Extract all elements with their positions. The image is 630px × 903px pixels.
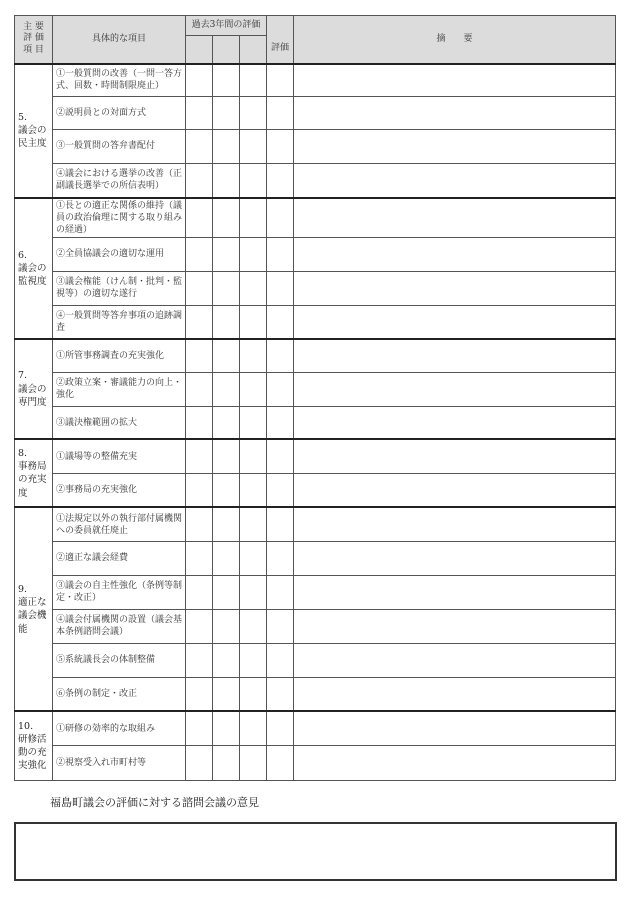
summary-cell[interactable] <box>294 339 616 372</box>
year-1-cell[interactable] <box>186 643 213 677</box>
section-item: ④議会における選挙の改善（正副議長選挙での所信表明） <box>53 164 186 198</box>
year-1-cell[interactable] <box>186 677 213 711</box>
year-3-cell[interactable] <box>240 339 267 372</box>
year-2-cell[interactable] <box>213 164 240 198</box>
summary-cell[interactable] <box>294 198 616 238</box>
year-1-cell[interactable] <box>186 507 213 541</box>
year-2-cell[interactable] <box>213 305 240 339</box>
year-1-cell[interactable] <box>186 97 213 130</box>
year-3-cell[interactable] <box>240 198 267 238</box>
rating-cell[interactable] <box>267 473 294 507</box>
year-1-cell[interactable] <box>186 164 213 198</box>
year-3-cell[interactable] <box>240 541 267 575</box>
section-category: 7. 議会の 専門度 <box>15 339 53 439</box>
year-1-cell[interactable] <box>186 237 213 271</box>
section-category: 8. 事務局 の充実 度 <box>15 439 53 507</box>
summary-cell[interactable] <box>294 130 616 164</box>
rating-cell[interactable] <box>267 339 294 372</box>
year-2-cell[interactable] <box>213 271 240 305</box>
summary-cell[interactable] <box>294 575 616 609</box>
section-item: ①所管事務調査の充実強化 <box>53 339 186 372</box>
year-3-cell[interactable] <box>240 575 267 609</box>
year-2-cell[interactable] <box>213 677 240 711</box>
rating-cell[interactable] <box>267 305 294 339</box>
rating-cell[interactable] <box>267 198 294 238</box>
summary-cell[interactable] <box>294 406 616 439</box>
year-3-cell[interactable] <box>240 64 267 97</box>
section-category: 10. 研修活 動の充 実強化 <box>15 711 53 780</box>
year-2-cell[interactable] <box>213 97 240 130</box>
year-1-cell[interactable] <box>186 271 213 305</box>
summary-cell[interactable] <box>294 372 616 406</box>
year-1-cell[interactable] <box>186 609 213 643</box>
rating-cell[interactable] <box>267 541 294 575</box>
evaluation-table <box>14 15 616 781</box>
section-item: ⑤系統議長会の体制整備 <box>53 643 186 677</box>
year-3-cell[interactable] <box>240 305 267 339</box>
header-past-three-years: 過去3年間の評価 <box>186 16 267 36</box>
year-3-cell[interactable] <box>240 677 267 711</box>
year-3-cell[interactable] <box>240 473 267 507</box>
opinion-input-box[interactable] <box>14 822 617 881</box>
header-year-1 <box>186 36 213 64</box>
rating-cell[interactable] <box>267 406 294 439</box>
year-2-cell[interactable] <box>213 406 240 439</box>
summary-cell[interactable] <box>294 164 616 198</box>
section-item: ②政策立案・審議能力の向上・強化 <box>53 372 186 406</box>
section-item: ②適正な議会経費 <box>53 541 186 575</box>
year-2-cell[interactable] <box>213 130 240 164</box>
year-3-cell[interactable] <box>240 609 267 643</box>
header-category <box>15 16 53 64</box>
section-item: ②視察受入れ市町村等 <box>53 745 186 780</box>
summary-cell[interactable] <box>294 97 616 130</box>
section-item: ③議決権範囲の拡大 <box>53 406 186 439</box>
year-2-cell[interactable] <box>213 237 240 271</box>
year-2-cell[interactable] <box>213 609 240 643</box>
year-2-cell[interactable] <box>213 473 240 507</box>
year-1-cell[interactable] <box>186 439 213 473</box>
year-1-cell[interactable] <box>186 339 213 372</box>
year-3-cell[interactable] <box>240 164 267 198</box>
section-item: ③議会の自主性強化（条例等制定・改正） <box>53 575 186 609</box>
summary-cell[interactable] <box>294 745 616 780</box>
section-item: ④一般質問等答弁事項の追跡調査 <box>53 305 186 339</box>
header-items: 具体的な項目 <box>53 16 186 64</box>
year-3-cell[interactable] <box>240 507 267 541</box>
summary-cell[interactable] <box>294 305 616 339</box>
year-2-cell[interactable] <box>213 711 240 745</box>
year-1-cell[interactable] <box>186 406 213 439</box>
year-3-cell[interactable] <box>240 643 267 677</box>
section-item: ④議会付属機関の設置（議会基本条例諮問会議） <box>53 609 186 643</box>
year-2-cell[interactable] <box>213 64 240 97</box>
rating-cell[interactable] <box>267 439 294 473</box>
section-item: ②全員協議会の適切な運用 <box>53 237 186 271</box>
summary-cell[interactable] <box>294 541 616 575</box>
year-3-cell[interactable] <box>240 97 267 130</box>
section-category: 6. 議会の 監視度 <box>15 198 53 340</box>
evaluation-body <box>15 64 616 781</box>
summary-cell[interactable] <box>294 473 616 507</box>
year-1-cell[interactable] <box>186 575 213 609</box>
year-2-cell[interactable] <box>213 575 240 609</box>
year-1-cell[interactable] <box>186 473 213 507</box>
year-3-cell[interactable] <box>240 372 267 406</box>
section-item: ①一般質問の改善（一問一答方式、回数・時間制限廃止） <box>53 64 186 97</box>
header-summary: 摘 要 <box>294 16 616 64</box>
summary-cell[interactable] <box>294 711 616 745</box>
section-item: ①議場等の整備充実 <box>53 439 186 473</box>
summary-cell[interactable] <box>294 271 616 305</box>
year-3-cell[interactable] <box>240 130 267 164</box>
section-item: ①研修の効率的な取組み <box>53 711 186 745</box>
section-item: ③議会権能（けん制・批判・監視等）の適切な遂行 <box>53 271 186 305</box>
year-2-cell[interactable] <box>213 541 240 575</box>
section-category: 9. 適正な 議会機 能 <box>15 507 53 711</box>
year-2-cell[interactable] <box>213 745 240 780</box>
year-3-cell[interactable] <box>240 237 267 271</box>
summary-cell[interactable] <box>294 439 616 473</box>
header-category-label: 主 要 評 価 項 目 <box>23 21 44 56</box>
year-3-cell[interactable] <box>240 271 267 305</box>
rating-cell[interactable] <box>267 575 294 609</box>
summary-cell[interactable] <box>294 677 616 711</box>
year-2-cell[interactable] <box>213 439 240 473</box>
year-1-cell[interactable] <box>186 372 213 406</box>
year-3-cell[interactable] <box>240 439 267 473</box>
summary-cell[interactable] <box>294 237 616 271</box>
rating-cell[interactable] <box>267 237 294 271</box>
rating-cell[interactable] <box>267 609 294 643</box>
rating-cell[interactable] <box>267 643 294 677</box>
section-item: ①法規定以外の執行部付属機関への委員就任廃止 <box>53 507 186 541</box>
opinion-title: 福島町議会の評価に対する諮問会議の意見 <box>50 796 259 809</box>
year-1-cell[interactable] <box>186 541 213 575</box>
section-item: ②事務局の充実強化 <box>53 473 186 507</box>
year-1-cell[interactable] <box>186 745 213 780</box>
year-1-cell[interactable] <box>186 198 213 238</box>
rating-cell[interactable] <box>267 372 294 406</box>
rating-cell[interactable] <box>267 130 294 164</box>
header-year-2 <box>213 36 240 64</box>
year-3-cell[interactable] <box>240 406 267 439</box>
summary-cell[interactable] <box>294 609 616 643</box>
rating-cell[interactable] <box>267 507 294 541</box>
year-2-cell[interactable] <box>213 507 240 541</box>
summary-cell[interactable] <box>294 643 616 677</box>
year-2-cell[interactable] <box>213 372 240 406</box>
header-year-3 <box>240 36 267 64</box>
rating-cell[interactable] <box>267 64 294 97</box>
section-item: ⑥条例の制定・改正 <box>53 677 186 711</box>
year-3-cell[interactable] <box>240 745 267 780</box>
header-rating: 評価 <box>267 16 294 64</box>
year-2-cell[interactable] <box>213 339 240 372</box>
year-1-cell[interactable] <box>186 64 213 97</box>
year-2-cell[interactable] <box>213 643 240 677</box>
summary-cell[interactable] <box>294 507 616 541</box>
year-2-cell[interactable] <box>213 198 240 238</box>
section-category: 5. 議会の 民主度 <box>15 64 53 198</box>
year-1-cell[interactable] <box>186 130 213 164</box>
year-3-cell[interactable] <box>240 711 267 745</box>
rating-cell[interactable] <box>267 271 294 305</box>
rating-cell[interactable] <box>267 745 294 780</box>
year-1-cell[interactable] <box>186 305 213 339</box>
rating-cell[interactable] <box>267 711 294 745</box>
rating-cell[interactable] <box>267 677 294 711</box>
year-1-cell[interactable] <box>186 711 213 745</box>
section-item: ②説明員との対面方式 <box>53 97 186 130</box>
section-item: ③一般質問の答弁書配付 <box>53 130 186 164</box>
summary-cell[interactable] <box>294 64 616 97</box>
section-item: ①長との適正な関係の維持（議員の政治倫理に関する取り組みの経過） <box>53 198 186 238</box>
rating-cell[interactable] <box>267 164 294 198</box>
rating-cell[interactable] <box>267 97 294 130</box>
